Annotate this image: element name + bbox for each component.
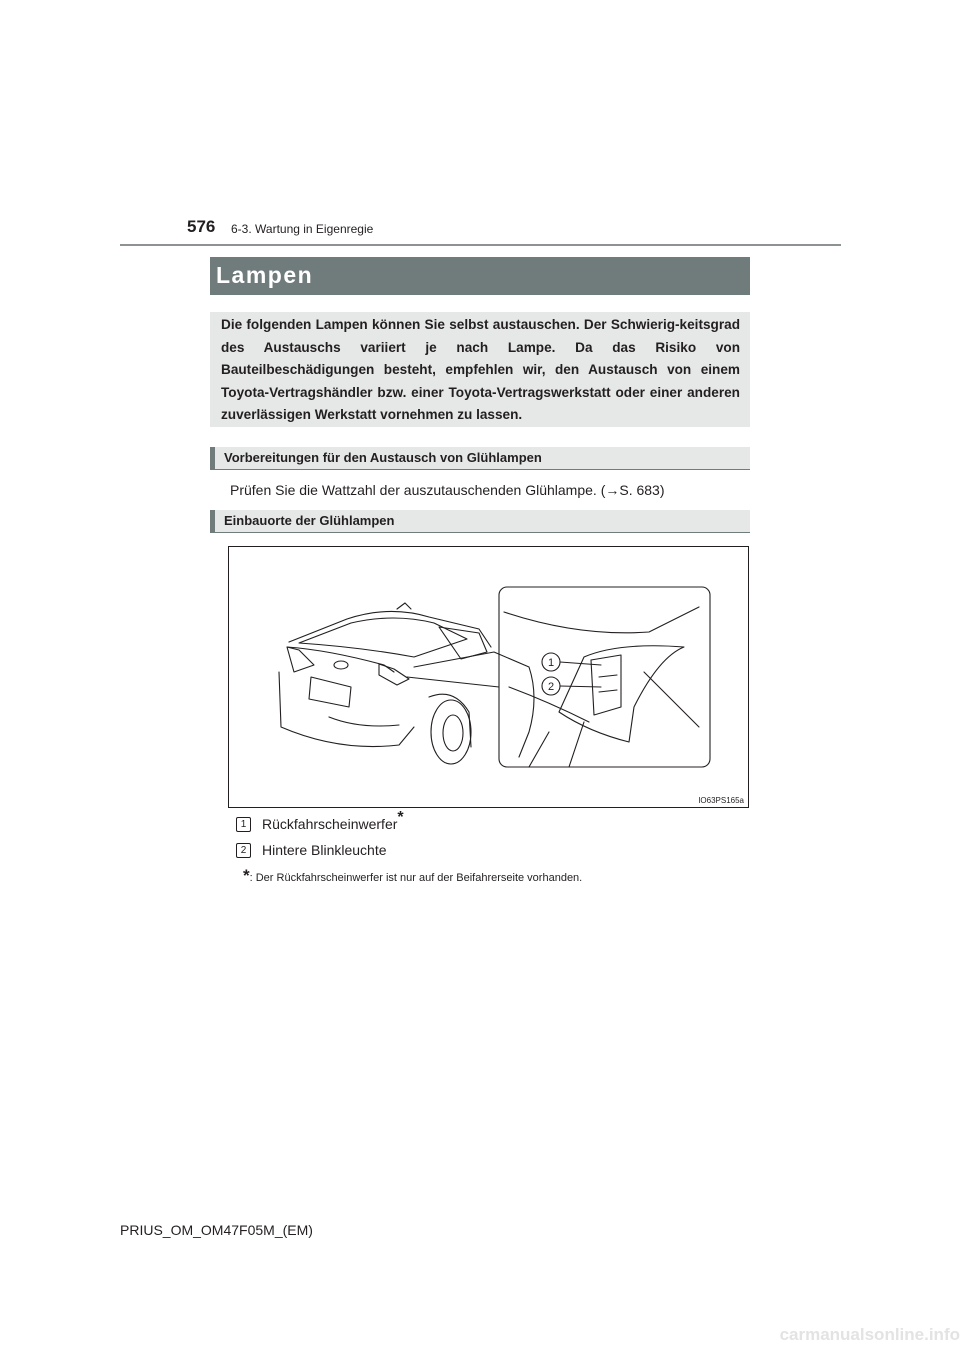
- legend-number: 2: [236, 843, 251, 858]
- detail-body-line: [504, 607, 699, 633]
- preparation-text: Prüfen Sie die Wattzahl der auszutauschenden Glühlampe. (→S. 683): [230, 482, 665, 498]
- footnote-text: : Der Rückfahrscheinwerfer ist nur auf der Beifahrerseite vorhanden.: [249, 872, 583, 884]
- rear-wheel-hub: [443, 715, 463, 751]
- detail-side-line: [644, 672, 699, 727]
- legend-item-2: [236, 842, 387, 858]
- detail-leader: [407, 677, 499, 687]
- watermark: carmanualsonline.info: [779, 1325, 960, 1344]
- right-tail-light: [379, 664, 409, 685]
- legend-item-1: [236, 809, 404, 833]
- callout-2: 2: [547, 681, 555, 693]
- figure-code: IO63PS165a: [698, 796, 744, 805]
- legend-label: Hintere Blinkleuchte: [262, 842, 387, 858]
- emblem: [334, 661, 348, 669]
- detail-lower-line: [529, 722, 584, 767]
- detail-frame: [499, 587, 710, 767]
- detail-lamp-inner: [591, 655, 621, 715]
- section-heading-preparation: Vorbereitungen für den Austausch von Glühlampen: [210, 447, 750, 470]
- page-title: Lampen: [210, 257, 750, 295]
- section-heading-locations: Einbauorte der Glühlampen: [210, 510, 750, 533]
- page-number: 576: [187, 217, 216, 236]
- rear-wheel: [431, 700, 471, 764]
- diffuser: [329, 717, 399, 726]
- legend-label: Rückfahrscheinwerfer: [262, 816, 398, 832]
- left-tail-light: [287, 647, 314, 672]
- document-id: PRIUS_OM_OM47F05M_(EM): [120, 1222, 313, 1238]
- intro-paragraph: Die folgenden Lampen können Sie selbst austauschen. Der Schwierig-keitsgrad des Austauschs variiert je nach Lampe. Da das Risiko von Bauteilbeschädigungen besteht, empfehlen wir, den Austausch von einem Toyota-Vertragshändler bzw. einer Toyota-Vertragswerkstatt oder einer anderen zuverlässigen Werkstatt vornehmen zu lassen.: [210, 312, 750, 427]
- rear-wheel-arch: [429, 694, 471, 747]
- antenna-fin: [397, 603, 411, 609]
- legend-asterisk: *: [397, 809, 404, 826]
- detail-lamp-inner-2: [599, 675, 617, 692]
- section-path: 6-3. Wartung in Eigenregie: [231, 222, 374, 236]
- legend-number: 1: [236, 817, 251, 832]
- bulb-location-figure: [228, 546, 749, 808]
- callout-1: 1: [547, 657, 555, 669]
- footnote-asterisk: *: [243, 866, 250, 885]
- footnote: [243, 866, 582, 886]
- car-rear-illustration: [229, 547, 750, 809]
- header-divider: [120, 244, 841, 246]
- license-plate: [309, 677, 351, 707]
- callout-2-leader: [560, 686, 601, 687]
